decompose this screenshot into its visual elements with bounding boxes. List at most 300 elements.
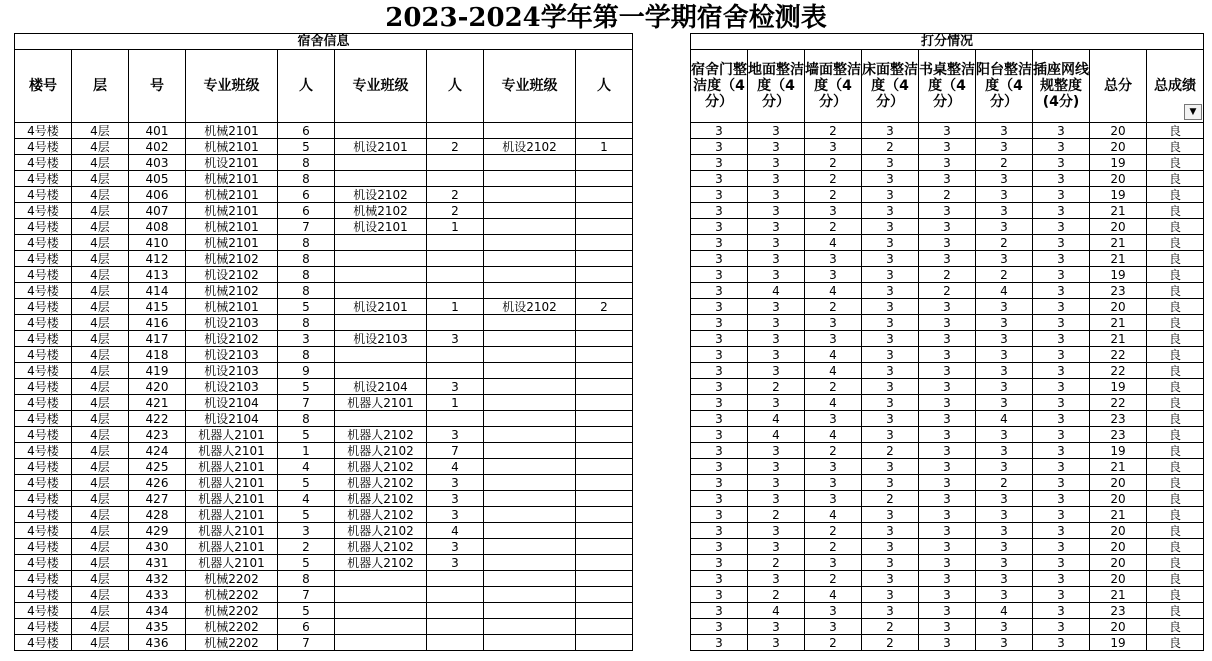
table-cell[interactable]: 机器人2101 xyxy=(186,491,278,507)
table-cell[interactable]: 3 xyxy=(862,203,919,219)
table-cell[interactable]: 机械2101 xyxy=(186,123,278,139)
table-cell[interactable]: 2 xyxy=(748,507,805,523)
table-cell[interactable]: 3 xyxy=(691,139,748,155)
table-cell[interactable]: 4号楼 xyxy=(15,475,72,491)
table-cell[interactable]: 机械2202 xyxy=(186,619,278,635)
table-cell[interactable]: 良 xyxy=(1147,203,1204,219)
table-cell[interactable]: 4层 xyxy=(72,363,129,379)
table-cell[interactable]: 3 xyxy=(919,459,976,475)
table-cell[interactable] xyxy=(484,635,576,651)
table-cell[interactable]: 良 xyxy=(1147,635,1204,651)
table-cell[interactable]: 5 xyxy=(278,507,335,523)
table-cell[interactable]: 4层 xyxy=(72,539,129,555)
table-cell[interactable]: 3 xyxy=(862,539,919,555)
table-cell[interactable] xyxy=(484,315,576,331)
table-cell[interactable]: 2 xyxy=(919,267,976,283)
table-cell[interactable]: 4 xyxy=(805,363,862,379)
table-cell[interactable]: 4层 xyxy=(72,347,129,363)
table-cell[interactable] xyxy=(576,507,633,523)
table-cell[interactable]: 7 xyxy=(278,219,335,235)
table-cell[interactable]: 21 xyxy=(1090,507,1147,523)
table-cell[interactable]: 机设2102 xyxy=(484,299,576,315)
table-cell[interactable]: 3 xyxy=(691,443,748,459)
table-cell[interactable] xyxy=(484,411,576,427)
table-cell[interactable]: 406 xyxy=(129,187,186,203)
table-cell[interactable] xyxy=(427,587,484,603)
table-cell[interactable] xyxy=(335,155,427,171)
table-cell[interactable]: 4号楼 xyxy=(15,379,72,395)
table-cell[interactable]: 3 xyxy=(862,155,919,171)
table-cell[interactable] xyxy=(484,443,576,459)
table-cell[interactable]: 3 xyxy=(862,571,919,587)
table-cell[interactable] xyxy=(576,491,633,507)
table-cell[interactable]: 3 xyxy=(862,331,919,347)
table-cell[interactable]: 7 xyxy=(278,395,335,411)
table-cell[interactable]: 3 xyxy=(691,203,748,219)
table-cell[interactable]: 4 xyxy=(805,507,862,523)
table-cell[interactable]: 2 xyxy=(976,475,1033,491)
table-cell[interactable]: 机械2101 xyxy=(186,171,278,187)
table-cell[interactable]: 3 xyxy=(691,395,748,411)
table-cell[interactable] xyxy=(576,555,633,571)
table-cell[interactable] xyxy=(484,395,576,411)
table-cell[interactable]: 4层 xyxy=(72,251,129,267)
table-cell[interactable]: 424 xyxy=(129,443,186,459)
table-cell[interactable]: 428 xyxy=(129,507,186,523)
table-cell[interactable]: 3 xyxy=(1033,139,1090,155)
table-cell[interactable]: 3 xyxy=(1033,171,1090,187)
table-cell[interactable]: 4层 xyxy=(72,411,129,427)
table-cell[interactable]: 3 xyxy=(1033,315,1090,331)
table-cell[interactable]: 23 xyxy=(1090,283,1147,299)
table-cell[interactable]: 19 xyxy=(1090,443,1147,459)
table-cell[interactable]: 4层 xyxy=(72,283,129,299)
table-cell[interactable]: 3 xyxy=(691,603,748,619)
table-cell[interactable]: 3 xyxy=(748,187,805,203)
table-cell[interactable]: 3 xyxy=(862,555,919,571)
table-cell[interactable] xyxy=(576,347,633,363)
table-cell[interactable] xyxy=(484,491,576,507)
table-cell[interactable]: 良 xyxy=(1147,491,1204,507)
table-cell[interactable] xyxy=(484,363,576,379)
table-cell[interactable]: 422 xyxy=(129,411,186,427)
table-cell[interactable]: 4层 xyxy=(72,491,129,507)
table-cell[interactable]: 3 xyxy=(1033,603,1090,619)
table-cell[interactable]: 431 xyxy=(129,555,186,571)
table-cell[interactable]: 4 xyxy=(748,411,805,427)
table-cell[interactable]: 2 xyxy=(862,443,919,459)
table-cell[interactable]: 良 xyxy=(1147,315,1204,331)
table-cell[interactable]: 3 xyxy=(976,315,1033,331)
table-cell[interactable] xyxy=(576,123,633,139)
table-cell[interactable]: 432 xyxy=(129,571,186,587)
table-cell[interactable]: 4号楼 xyxy=(15,491,72,507)
table-cell[interactable] xyxy=(335,619,427,635)
table-cell[interactable]: 4层 xyxy=(72,235,129,251)
table-cell[interactable] xyxy=(427,619,484,635)
table-cell[interactable]: 3 xyxy=(805,251,862,267)
table-cell[interactable]: 402 xyxy=(129,139,186,155)
table-cell[interactable] xyxy=(427,363,484,379)
table-cell[interactable]: 3 xyxy=(919,379,976,395)
table-cell[interactable]: 4 xyxy=(748,603,805,619)
table-cell[interactable]: 机器人2101 xyxy=(186,555,278,571)
table-cell[interactable]: 机设2103 xyxy=(186,379,278,395)
table-cell[interactable]: 418 xyxy=(129,347,186,363)
table-cell[interactable]: 3 xyxy=(748,635,805,651)
table-cell[interactable]: 20 xyxy=(1090,123,1147,139)
table-cell[interactable]: 良 xyxy=(1147,139,1204,155)
table-cell[interactable]: 3 xyxy=(805,411,862,427)
table-cell[interactable] xyxy=(576,539,633,555)
table-cell[interactable] xyxy=(484,459,576,475)
table-cell[interactable]: 2 xyxy=(862,491,919,507)
table-cell[interactable] xyxy=(484,331,576,347)
table-cell[interactable]: 4 xyxy=(805,395,862,411)
table-cell[interactable] xyxy=(427,315,484,331)
table-cell[interactable]: 机器人2102 xyxy=(335,475,427,491)
table-cell[interactable]: 机械2101 xyxy=(186,235,278,251)
table-cell[interactable]: 2 xyxy=(805,299,862,315)
table-cell[interactable]: 3 xyxy=(976,123,1033,139)
table-cell[interactable]: 良 xyxy=(1147,347,1204,363)
table-cell[interactable]: 3 xyxy=(919,251,976,267)
table-cell[interactable]: 机械2101 xyxy=(186,219,278,235)
table-cell[interactable]: 机设2102 xyxy=(335,187,427,203)
table-cell[interactable]: 21 xyxy=(1090,331,1147,347)
table-cell[interactable] xyxy=(335,123,427,139)
table-cell[interactable]: 3 xyxy=(976,635,1033,651)
table-cell[interactable]: 3 xyxy=(919,619,976,635)
table-cell[interactable]: 3 xyxy=(919,427,976,443)
table-cell[interactable]: 3 xyxy=(748,395,805,411)
table-cell[interactable]: 3 xyxy=(1033,331,1090,347)
table-cell[interactable]: 3 xyxy=(427,491,484,507)
table-cell[interactable]: 4 xyxy=(278,459,335,475)
table-cell[interactable]: 6 xyxy=(278,619,335,635)
table-cell[interactable]: 机械2101 xyxy=(186,139,278,155)
table-cell[interactable]: 3 xyxy=(1033,347,1090,363)
table-cell[interactable] xyxy=(335,347,427,363)
table-cell[interactable]: 3 xyxy=(862,315,919,331)
table-cell[interactable]: 3 xyxy=(862,603,919,619)
table-cell[interactable]: 2 xyxy=(805,635,862,651)
table-cell[interactable]: 7 xyxy=(278,587,335,603)
table-cell[interactable]: 20 xyxy=(1090,539,1147,555)
table-cell[interactable] xyxy=(576,619,633,635)
table-cell[interactable] xyxy=(484,219,576,235)
table-cell[interactable]: 410 xyxy=(129,235,186,251)
table-cell[interactable]: 良 xyxy=(1147,539,1204,555)
table-cell[interactable]: 5 xyxy=(278,379,335,395)
table-cell[interactable]: 3 xyxy=(748,267,805,283)
table-cell[interactable]: 机器人2102 xyxy=(335,427,427,443)
table-cell[interactable]: 5 xyxy=(278,555,335,571)
table-cell[interactable]: 4层 xyxy=(72,171,129,187)
table-cell[interactable]: 良 xyxy=(1147,283,1204,299)
table-cell[interactable]: 机械2101 xyxy=(186,203,278,219)
table-cell[interactable]: 3 xyxy=(748,491,805,507)
table-cell[interactable]: 4层 xyxy=(72,219,129,235)
table-cell[interactable]: 3 xyxy=(427,539,484,555)
table-cell[interactable]: 机器人2101 xyxy=(335,395,427,411)
table-cell[interactable]: 3 xyxy=(976,523,1033,539)
table-cell[interactable]: 3 xyxy=(691,619,748,635)
table-cell[interactable]: 良 xyxy=(1147,475,1204,491)
table-cell[interactable]: 机设2104 xyxy=(186,395,278,411)
table-cell[interactable]: 4层 xyxy=(72,459,129,475)
table-cell[interactable]: 3 xyxy=(278,331,335,347)
table-cell[interactable] xyxy=(576,251,633,267)
table-cell[interactable]: 机器人2101 xyxy=(186,507,278,523)
table-cell[interactable]: 2 xyxy=(976,155,1033,171)
table-cell[interactable]: 3 xyxy=(1033,619,1090,635)
table-cell[interactable]: 420 xyxy=(129,379,186,395)
table-cell[interactable]: 4号楼 xyxy=(15,395,72,411)
table-cell[interactable]: 3 xyxy=(691,379,748,395)
table-cell[interactable]: 436 xyxy=(129,635,186,651)
table-cell[interactable]: 3 xyxy=(919,635,976,651)
table-cell[interactable]: 8 xyxy=(278,267,335,283)
table-cell[interactable]: 3 xyxy=(805,475,862,491)
table-cell[interactable]: 401 xyxy=(129,123,186,139)
table-cell[interactable]: 2 xyxy=(427,203,484,219)
table-cell[interactable]: 机器人2101 xyxy=(186,539,278,555)
table-cell[interactable]: 良 xyxy=(1147,507,1204,523)
table-cell[interactable]: 5 xyxy=(278,603,335,619)
table-cell[interactable]: 3 xyxy=(862,587,919,603)
table-cell[interactable]: 3 xyxy=(919,347,976,363)
table-cell[interactable]: 机设2103 xyxy=(186,347,278,363)
table-cell[interactable] xyxy=(484,587,576,603)
table-cell[interactable]: 4号楼 xyxy=(15,555,72,571)
table-cell[interactable]: 3 xyxy=(1033,555,1090,571)
table-cell[interactable]: 3 xyxy=(805,315,862,331)
table-cell[interactable]: 3 xyxy=(919,171,976,187)
table-cell[interactable]: 机器人2102 xyxy=(335,539,427,555)
table-cell[interactable]: 3 xyxy=(691,587,748,603)
table-cell[interactable]: 良 xyxy=(1147,187,1204,203)
table-cell[interactable]: 3 xyxy=(919,203,976,219)
table-cell[interactable]: 419 xyxy=(129,363,186,379)
table-cell[interactable]: 417 xyxy=(129,331,186,347)
table-cell[interactable]: 434 xyxy=(129,603,186,619)
table-cell[interactable]: 4层 xyxy=(72,619,129,635)
table-cell[interactable]: 3 xyxy=(691,187,748,203)
table-cell[interactable]: 4号楼 xyxy=(15,507,72,523)
table-cell[interactable]: 机设2101 xyxy=(335,299,427,315)
table-cell[interactable]: 3 xyxy=(976,219,1033,235)
table-cell[interactable]: 414 xyxy=(129,283,186,299)
table-cell[interactable] xyxy=(576,443,633,459)
table-cell[interactable]: 3 xyxy=(1033,203,1090,219)
table-cell[interactable]: 3 xyxy=(862,347,919,363)
table-cell[interactable]: 3 xyxy=(976,331,1033,347)
table-cell[interactable]: 机械2202 xyxy=(186,635,278,651)
table-cell[interactable]: 21 xyxy=(1090,203,1147,219)
table-cell[interactable]: 3 xyxy=(427,555,484,571)
table-cell[interactable] xyxy=(335,635,427,651)
table-cell[interactable] xyxy=(484,235,576,251)
table-cell[interactable]: 4号楼 xyxy=(15,139,72,155)
table-cell[interactable] xyxy=(576,379,633,395)
table-cell[interactable]: 2 xyxy=(748,555,805,571)
table-cell[interactable]: 3 xyxy=(1033,123,1090,139)
table-cell[interactable]: 4层 xyxy=(72,555,129,571)
table-cell[interactable]: 4号楼 xyxy=(15,123,72,139)
table-cell[interactable]: 1 xyxy=(427,395,484,411)
table-cell[interactable]: 3 xyxy=(748,315,805,331)
table-cell[interactable] xyxy=(335,363,427,379)
table-cell[interactable]: 4层 xyxy=(72,523,129,539)
table-cell[interactable]: 23 xyxy=(1090,603,1147,619)
table-cell[interactable]: 2 xyxy=(805,219,862,235)
table-cell[interactable]: 2 xyxy=(427,187,484,203)
table-cell[interactable]: 3 xyxy=(691,475,748,491)
table-cell[interactable] xyxy=(484,171,576,187)
table-cell[interactable]: 4号楼 xyxy=(15,267,72,283)
table-cell[interactable] xyxy=(484,603,576,619)
table-cell[interactable]: 8 xyxy=(278,171,335,187)
table-cell[interactable]: 20 xyxy=(1090,139,1147,155)
table-cell[interactable]: 4层 xyxy=(72,187,129,203)
table-cell[interactable]: 4号楼 xyxy=(15,235,72,251)
table-cell[interactable]: 3 xyxy=(748,251,805,267)
table-cell[interactable] xyxy=(484,571,576,587)
table-cell[interactable]: 机设2101 xyxy=(186,155,278,171)
table-cell[interactable]: 3 xyxy=(976,395,1033,411)
table-cell[interactable]: 机设2104 xyxy=(186,411,278,427)
table-cell[interactable]: 3 xyxy=(976,363,1033,379)
table-cell[interactable]: 3 xyxy=(691,235,748,251)
table-cell[interactable]: 2 xyxy=(862,619,919,635)
table-cell[interactable]: 408 xyxy=(129,219,186,235)
table-cell[interactable]: 机设2103 xyxy=(186,363,278,379)
table-cell[interactable]: 423 xyxy=(129,427,186,443)
table-cell[interactable]: 3 xyxy=(691,347,748,363)
table-cell[interactable] xyxy=(576,283,633,299)
table-cell[interactable]: 4层 xyxy=(72,587,129,603)
table-cell[interactable] xyxy=(484,267,576,283)
table-cell[interactable]: 21 xyxy=(1090,459,1147,475)
table-cell[interactable]: 3 xyxy=(1033,155,1090,171)
table-cell[interactable]: 3 xyxy=(748,299,805,315)
table-cell[interactable]: 3 xyxy=(691,251,748,267)
table-cell[interactable]: 机械2101 xyxy=(186,187,278,203)
table-cell[interactable]: 3 xyxy=(805,331,862,347)
table-cell[interactable]: 3 xyxy=(1033,363,1090,379)
table-cell[interactable] xyxy=(427,155,484,171)
table-cell[interactable] xyxy=(427,123,484,139)
table-cell[interactable]: 3 xyxy=(919,139,976,155)
table-cell[interactable]: 3 xyxy=(691,507,748,523)
table-cell[interactable]: 3 xyxy=(748,475,805,491)
table-cell[interactable]: 1 xyxy=(278,443,335,459)
table-cell[interactable]: 4号楼 xyxy=(15,523,72,539)
table-cell[interactable]: 良 xyxy=(1147,411,1204,427)
table-cell[interactable]: 6 xyxy=(278,123,335,139)
table-cell[interactable] xyxy=(576,571,633,587)
table-cell[interactable]: 7 xyxy=(278,635,335,651)
table-cell[interactable]: 机器人2102 xyxy=(335,443,427,459)
table-cell[interactable]: 427 xyxy=(129,491,186,507)
table-cell[interactable]: 3 xyxy=(805,267,862,283)
table-cell[interactable]: 3 xyxy=(691,555,748,571)
table-cell[interactable] xyxy=(576,267,633,283)
table-cell[interactable]: 3 xyxy=(805,459,862,475)
table-cell[interactable]: 3 xyxy=(748,347,805,363)
table-cell[interactable]: 4号楼 xyxy=(15,299,72,315)
table-cell[interactable] xyxy=(484,347,576,363)
table-cell[interactable]: 3 xyxy=(1033,571,1090,587)
table-cell[interactable] xyxy=(335,251,427,267)
table-cell[interactable]: 3 xyxy=(862,187,919,203)
table-cell[interactable]: 3 xyxy=(748,443,805,459)
table-cell[interactable]: 22 xyxy=(1090,395,1147,411)
table-cell[interactable] xyxy=(335,411,427,427)
table-cell[interactable]: 3 xyxy=(1033,443,1090,459)
table-cell[interactable]: 435 xyxy=(129,619,186,635)
table-cell[interactable]: 良 xyxy=(1147,123,1204,139)
table-cell[interactable] xyxy=(484,555,576,571)
table-cell[interactable]: 4层 xyxy=(72,315,129,331)
table-cell[interactable]: 3 xyxy=(976,443,1033,459)
table-cell[interactable] xyxy=(484,251,576,267)
table-cell[interactable]: 良 xyxy=(1147,363,1204,379)
table-cell[interactable]: 2 xyxy=(805,379,862,395)
table-cell[interactable]: 415 xyxy=(129,299,186,315)
table-cell[interactable]: 3 xyxy=(1033,459,1090,475)
table-cell[interactable]: 3 xyxy=(919,363,976,379)
table-cell[interactable]: 机械2202 xyxy=(186,571,278,587)
table-cell[interactable]: 416 xyxy=(129,315,186,331)
table-cell[interactable] xyxy=(576,203,633,219)
table-cell[interactable] xyxy=(427,411,484,427)
table-cell[interactable]: 3 xyxy=(976,299,1033,315)
table-cell[interactable]: 3 xyxy=(862,235,919,251)
table-cell[interactable]: 3 xyxy=(691,491,748,507)
table-cell[interactable]: 4号楼 xyxy=(15,411,72,427)
table-cell[interactable]: 4 xyxy=(805,587,862,603)
table-cell[interactable]: 3 xyxy=(691,299,748,315)
table-cell[interactable]: 3 xyxy=(976,571,1033,587)
table-cell[interactable]: 3 xyxy=(691,523,748,539)
table-cell[interactable]: 3 xyxy=(919,507,976,523)
table-cell[interactable]: 机器人2101 xyxy=(186,475,278,491)
table-cell[interactable] xyxy=(335,315,427,331)
table-cell[interactable]: 3 xyxy=(976,539,1033,555)
table-cell[interactable]: 4层 xyxy=(72,475,129,491)
table-cell[interactable]: 8 xyxy=(278,251,335,267)
table-cell[interactable]: 良 xyxy=(1147,379,1204,395)
table-cell[interactable]: 4 xyxy=(976,283,1033,299)
table-cell[interactable]: 8 xyxy=(278,283,335,299)
table-cell[interactable]: 3 xyxy=(1033,539,1090,555)
table-cell[interactable]: 4 xyxy=(748,427,805,443)
table-cell[interactable]: 4层 xyxy=(72,299,129,315)
table-cell[interactable] xyxy=(427,571,484,587)
table-cell[interactable]: 3 xyxy=(976,587,1033,603)
table-cell[interactable]: 3 xyxy=(919,539,976,555)
table-cell[interactable]: 良 xyxy=(1147,155,1204,171)
table-cell[interactable]: 机设2103 xyxy=(335,331,427,347)
table-cell[interactable]: 430 xyxy=(129,539,186,555)
table-cell[interactable]: 3 xyxy=(862,475,919,491)
table-cell[interactable]: 4层 xyxy=(72,443,129,459)
table-cell[interactable]: 3 xyxy=(748,539,805,555)
table-cell[interactable]: 机器人2101 xyxy=(186,427,278,443)
table-cell[interactable]: 机设2102 xyxy=(484,139,576,155)
